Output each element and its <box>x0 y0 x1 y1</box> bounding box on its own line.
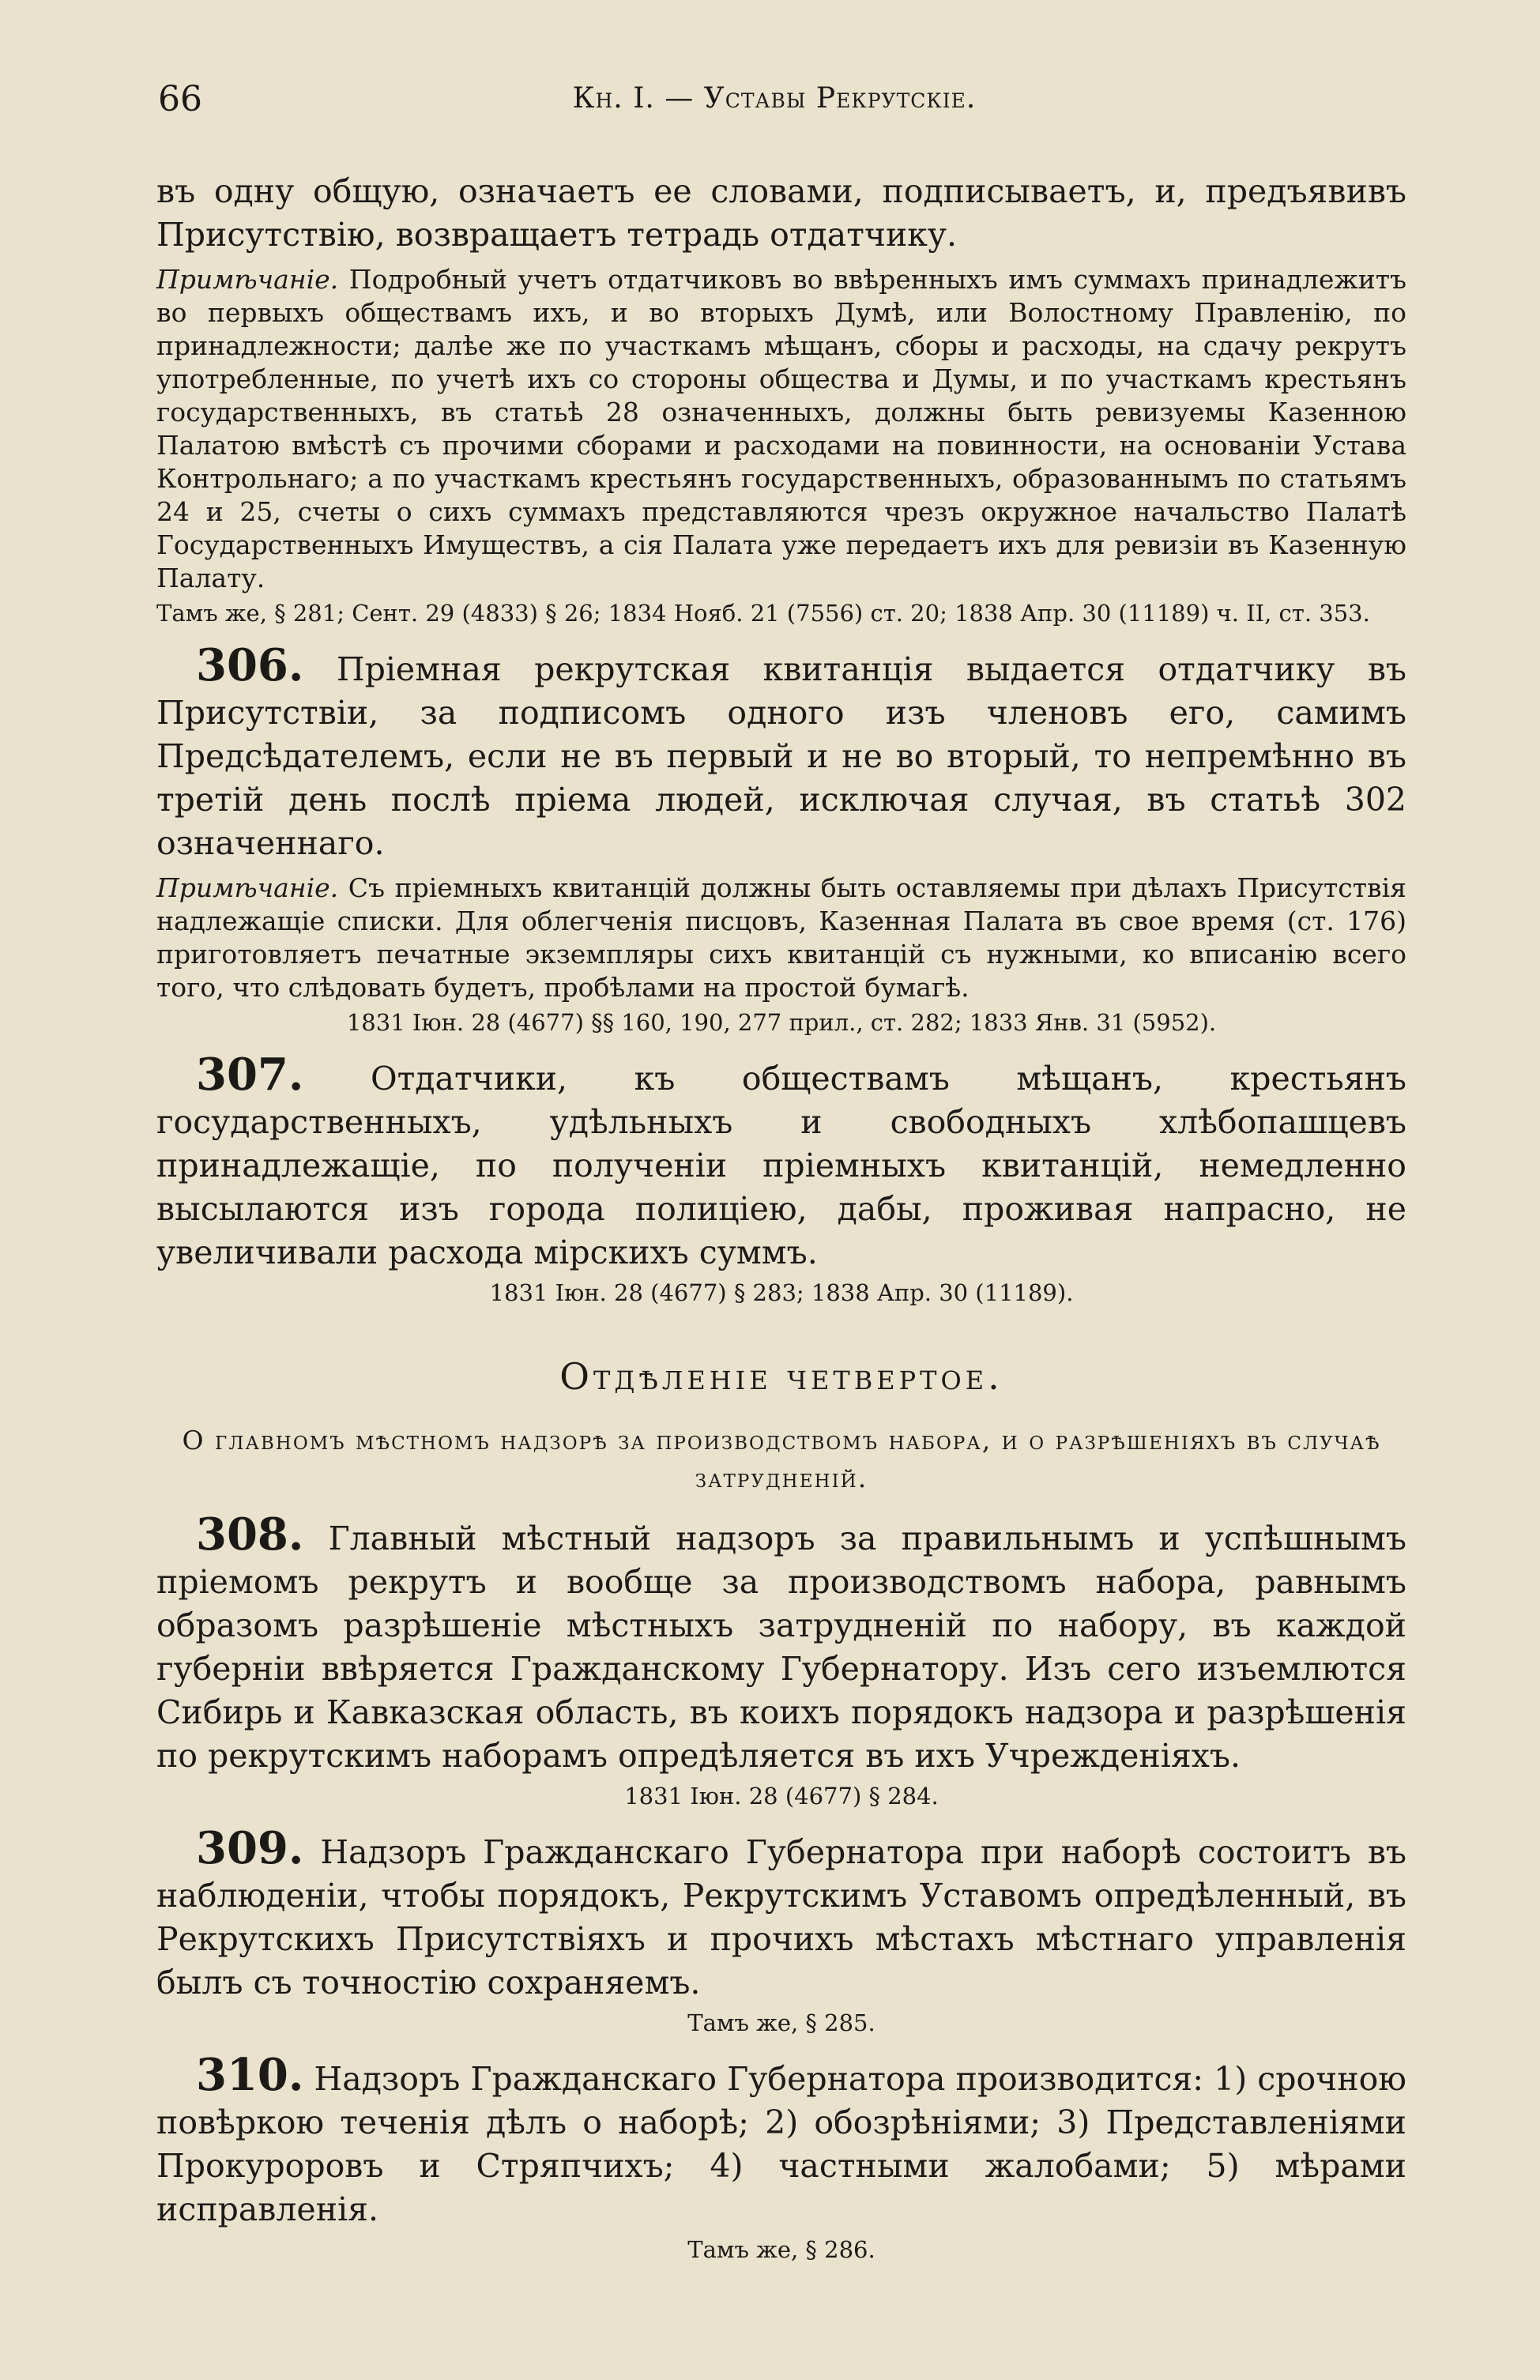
article-307-number: 307. <box>196 1049 304 1101</box>
citation-3: 1831 Іюн. 28 (4677) § 283; 1838 Апр. 30 (11189). <box>489 1279 1074 1306</box>
article-306-number: 306. <box>196 639 304 691</box>
article-310 <box>156 2049 1406 2231</box>
page-body <box>156 170 1406 2265</box>
citation-4: 1831 Іюн. 28 (4677) § 284. <box>624 1783 939 1809</box>
note-2-text: Съ пріемныхъ квитанцій должны быть оставляемы при дѣлахъ Присутствія надлежащіе списки. Для облегченія писцовъ, Казенная Палата въ свое время (ст. 176) приготовляетъ печатные экземпляры сихъ квитанцій съ нужными, ко вписанію всего того, что слѣдовать будетъ, пробѣлами на простой бумагѣ. <box>156 872 1406 1003</box>
article-308-number: 308. <box>196 1508 304 1561</box>
note-2 <box>156 872 1406 1004</box>
citation-5: Тамъ же, § 285. <box>687 2009 875 2036</box>
running-head: Кн. I. — Уставы Рекрутскіе. <box>572 82 977 115</box>
citation-1: Тамъ же, § 281; Сент. 29 (4833) § 26; 1834 Нояб. 21 (7556) ст. 20; 1838 Апр. 30 (11189) ч. II, ст. 353. <box>156 600 1370 627</box>
article-309-text: Надзоръ Гражданскаго Губернатора при наборѣ состоитъ въ наблюденіи, чтобы порядокъ, Рекрутскимъ Уставомъ опредѣленный, въ Рекрутскихъ Присутствіяхъ и прочихъ мѣстахъ мѣстнаго управленія былъ съ точностію сохраняемъ. <box>156 1833 1406 2002</box>
note-2-lead: Примѣчаніе. <box>156 872 339 903</box>
article-306-text: Пріемная рекрутская квитанція выдается отдатчику въ Присутствіи, за подписомъ одного изъ членовъ его, самимъ Предсѣдателемъ, если не въ первый и не во вторый, то непремѣнно въ третій день послѣ пріема людей, исключая случая, въ статьѣ 302 означеннаго. <box>156 650 1406 862</box>
page-header <box>158 79 1391 126</box>
article-307 <box>156 1049 1406 1275</box>
page-number: 66 <box>158 79 202 119</box>
citation-6: Тамъ же, § 286. <box>687 2236 875 2263</box>
article-308 <box>156 1508 1406 1778</box>
intro-paragraph: въ одну общую, означаетъ ее словами, подписываетъ, и, предъявивъ Присутствію, возвращаетъ тетрадь отдатчику. <box>156 172 1406 254</box>
section-subtitle: О главномъ мѣстномъ надзорѣ за производствомъ набора, и о разрѣшеніяхъ въ случаѣ затрудненій. <box>182 1425 1381 1493</box>
article-309-number: 309. <box>196 1822 304 1874</box>
article-308-text: Главный мѣстный надзоръ за правильнымъ и успѣшнымъ пріемомъ рекрутъ и вообще за производствомъ набора, равнымъ образомъ разрѣшеніе мѣстныхъ затрудненій по набору, въ каждой губерніи ввѣряется Гражданскому Губернатору. Изъ сего изъемлются Сибирь и Кавказская область, въ коихъ порядокъ надзора и разрѣшенія по рекрутскимъ наборамъ опредѣляется въ ихъ Учрежденіяхъ. <box>156 1520 1406 1775</box>
note-1-text: Подробный учетъ отдатчиковъ во ввѣренныхъ имъ суммахъ принадлежитъ во первыхъ обществамъ ихъ, и во вторыхъ Думѣ, или Волостному Правленію, по принадлежности; далѣе же по участкамъ мѣщанъ, сборы и расходы, на сдачу рекрутъ употребленные, по учетѣ ихъ со стороны общества и Думы, и по участкамъ крестьянъ государственныхъ, въ статьѣ 28 означенныхъ, должны быть ревизуемы Казенною Палатою вмѣстѣ съ прочими сборами и расходами на повинности, на основаніи Устава Контрольнаго; а по участкамъ крестьянъ государственныхъ, образованнымъ по статьямъ 24 и 25, счеты о сихъ суммахъ представляются чрезъ окружное начальство Палатѣ Государственныхъ Имуществъ, а сія Палата уже передаетъ ихъ для ревизіи въ Казенную Палату. <box>156 264 1406 593</box>
note-1 <box>156 263 1406 595</box>
article-310-number: 310. <box>196 2049 304 2101</box>
article-307-text: Отдатчики, къ обществамъ мѣщанъ, крестьянъ государственныхъ, удѣльныхъ и свободныхъ хлѣбопашцевъ принадлежащіе, по полученіи пріемныхъ квитанцій, немедленно высылаются изъ города полиціею, дабы, проживая напрасно, не увеличивали расхода мірскихъ суммъ. <box>156 1060 1406 1271</box>
article-306 <box>156 639 1406 865</box>
citation-2: 1831 Іюн. 28 (4677) §§ 160, 190, 277 прил., ст. 282; 1833 Янв. 31 (5952). <box>346 1009 1217 1036</box>
article-310-text: Надзоръ Гражданскаго Губернатора производится: 1) срочною повѣркою теченія дѣлъ о наборѣ; 2) обозрѣніями; 3) Представленіями Прокуроровъ и Стряпчихъ; 4) частными жалобами; 5) мѣрами исправленія. <box>156 2060 1406 2228</box>
article-309 <box>156 1822 1406 2005</box>
note-1-lead: Примѣчаніе. <box>156 264 339 295</box>
section-title: Отдѣленіе четвертое. <box>559 1355 1003 1398</box>
